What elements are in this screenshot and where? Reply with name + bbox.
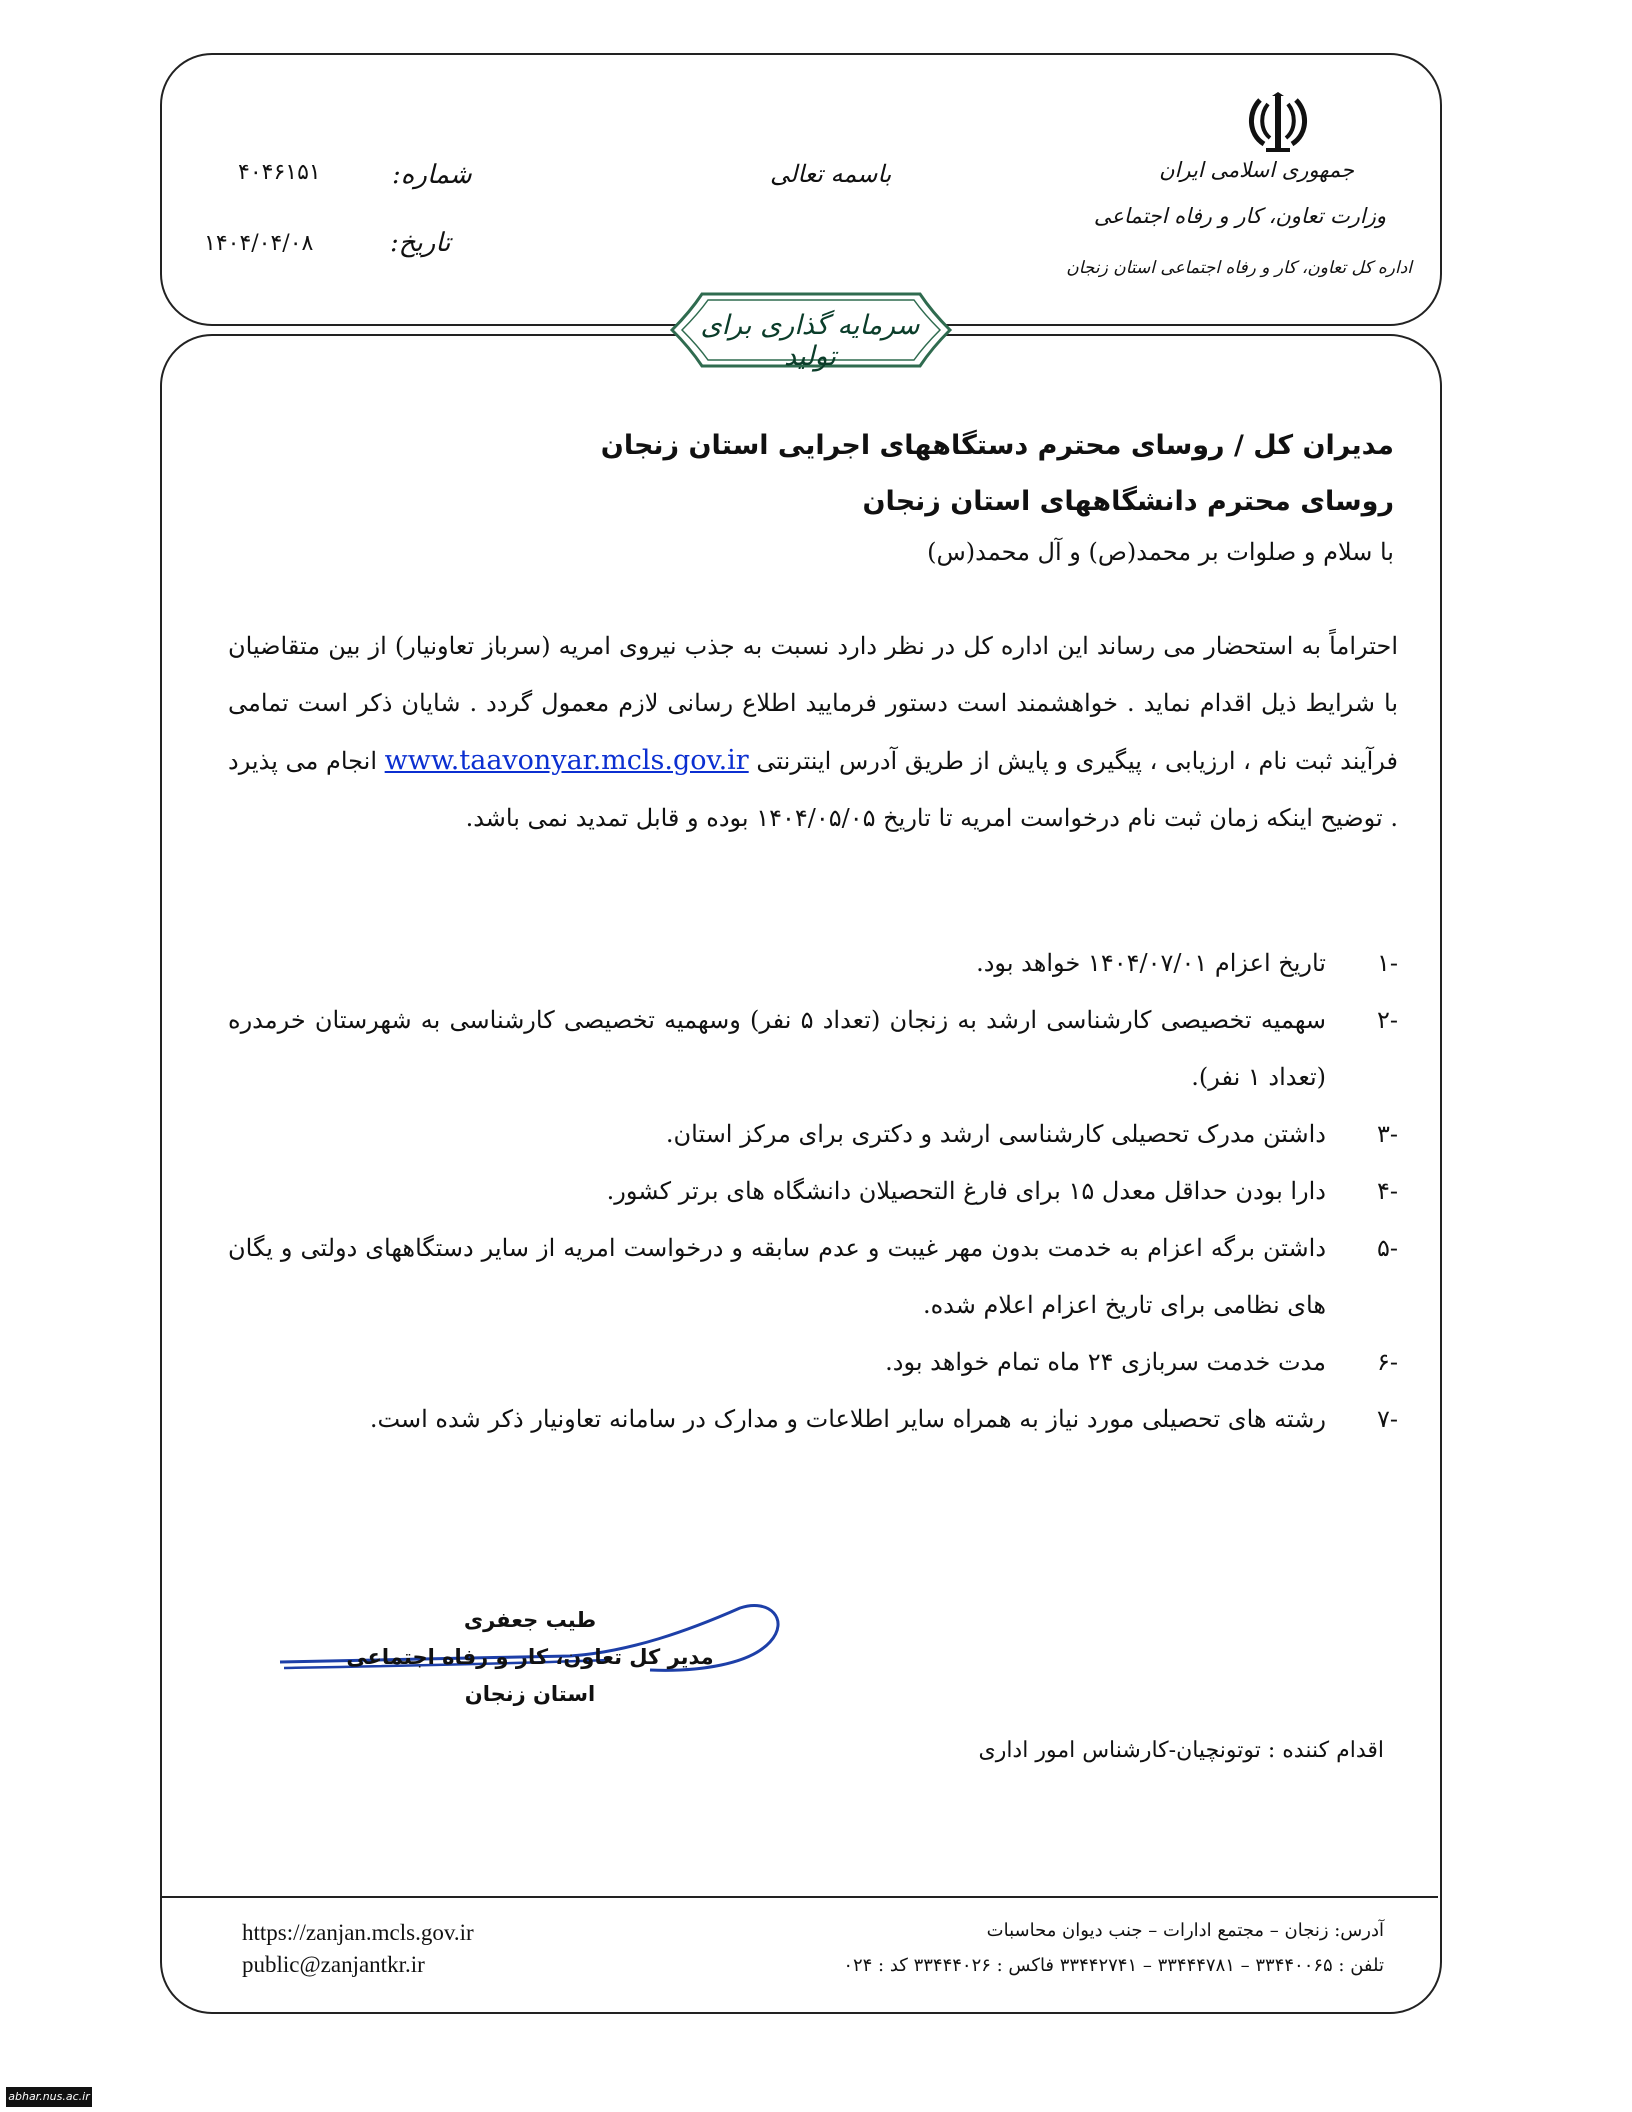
condition-item (228, 992, 1398, 1106)
condition-number: -۶ (1377, 1348, 1398, 1376)
header-office: اداره کل تعاون، کار و رفاه اجتماعی استان زنجان (1066, 258, 1412, 278)
letter-date-value: ۱۴۰۴/۰۴/۰۸ (204, 231, 314, 256)
condition-text: تاریخ اعزام ۱۴۰۴/۰۷/۰۱ خواهد بود. (976, 949, 1326, 977)
header-ministry: وزارت تعاون، کار و رفاه اجتماعی (1093, 204, 1386, 228)
condition-text: مدت خدمت سربازی ۲۴ ماه تمام خواهد بود. (885, 1348, 1326, 1376)
condition-number: -۲ (1377, 1006, 1398, 1034)
letter-date-label: تاریخ: (390, 228, 451, 258)
condition-text: رشته های تحصیلی مورد نیاز به همراه سایر اطلاعات و مدارک در سامانه تعاونیار ذکر شده است. (369, 1405, 1326, 1433)
addressee-line-2: روسای محترم دانشگاههای استان زنجان (862, 486, 1394, 517)
condition-number: -۳ (1377, 1120, 1398, 1148)
signer-name: طیب جعفری (463, 1608, 597, 1632)
condition-number: -۷ (1377, 1405, 1398, 1433)
intro-text-part-1: احتراماً به استحضار می رساند این اداره کل در نظر دارد نسبت به جذب نیروی امریه (سرباز تعاونیار) از بین متقاضیان با شرایط ذیل اقدام نماید . خواهشمند است دستور فرمایید اطلاع رسانی لازم معمول گردد . شایان ذکر است تمامی فرآیند ثبت نام ، ارزیابی ، پیگیری و پایش از طریق آدرس اینترنتی (228, 632, 1399, 775)
letter-number-value: ۴۰۴۶۱۵۱ (238, 160, 321, 185)
intro-text-part-2: انجام می پذیرد . توضیح اینکه زمان ثبت نام درخواست امریه تا تاریخ ۱۴۰۴/۰۵/۰۵ بوده و قابل تمدید نمی باشد. (228, 747, 1398, 832)
source-watermark: abhar.nus.ac.ir (6, 2087, 92, 2107)
footer-website: https://zanjan.mcls.gov.ir (242, 1920, 474, 1945)
intro-paragraph (228, 618, 1398, 847)
registration-link[interactable]: www.taavonyar.mcls.gov.ir (384, 745, 749, 776)
condition-text: سهمیه تخصیصی کارشناسی ارشد به زنجان (تعداد ۵ نفر) وسهمیه تخصیصی کارشناسی به شهرستان خرمدره (تعداد ۱ نفر). (228, 1006, 1326, 1091)
condition-number: -۱ (1377, 949, 1398, 977)
footer-divider (160, 1896, 1438, 1898)
condition-number: -۵ (1377, 1234, 1398, 1262)
addressee-line-1: مدیران کل / روسای محترم دستگاههای اجرایی استان زنجان (600, 430, 1394, 461)
header-country: جمهوری اسلامی ایران (1159, 158, 1354, 182)
basmala: باسمه تعالی (770, 160, 892, 188)
national-emblem-icon (1246, 92, 1310, 154)
slogan-text: سرمایه گذاری برای تولید (700, 310, 920, 372)
condition-item (228, 935, 1398, 992)
letter-number-label: شماره: (392, 160, 472, 190)
condition-item (228, 1163, 1398, 1220)
footer-email: public@zanjantkr.ir (242, 1952, 425, 1977)
signature-scrawl (270, 1590, 790, 1690)
footer-address: آدرس: زنجان – مجتمع ادارات – جنب دیوان محاسبات (986, 1920, 1384, 1941)
condition-text: داشتن مدرک تحصیلی کارشناسی ارشد و دکتری برای مرکز استان. (665, 1120, 1326, 1148)
condition-text: دارا بودن حداقل معدل ۱۵ برای فارغ التحصیلان دانشگاه های برتر کشور. (606, 1177, 1326, 1205)
footer-phones: تلفن : ۳۳۴۴۰۰۶۵ – ۳۳۴۴۴۷۸۱ – ۳۳۴۴۲۷۴۱ فاکس : ۳۳۴۴۴۰۲۶ کد : ۰۲۴ (843, 1955, 1384, 1976)
condition-text: داشتن برگه اعزام به خدمت بدون مهر غیبت و عدم سابقه و درخواست امریه از سایر دستگاههای دولتی و یگان های نظامی برای تاریخ اعزام اعلام شده. (228, 1234, 1327, 1319)
greeting: با سلام و صلوات بر محمد(ص) و آل محمد(س) (927, 538, 1394, 566)
condition-item (228, 1334, 1398, 1391)
action-officer: اقدام کننده : توتونچیان-کارشناس امور اداری (978, 1738, 1384, 1763)
condition-item (228, 1220, 1398, 1334)
condition-number: -۴ (1377, 1177, 1398, 1205)
conditions-list (228, 935, 1398, 1448)
signer-organization: استان زنجان (464, 1682, 596, 1706)
condition-item (228, 1106, 1398, 1163)
signer-title: مدیر کل تعاون، کار و رفاه اجتماعی (346, 1645, 714, 1669)
condition-item (228, 1391, 1398, 1448)
